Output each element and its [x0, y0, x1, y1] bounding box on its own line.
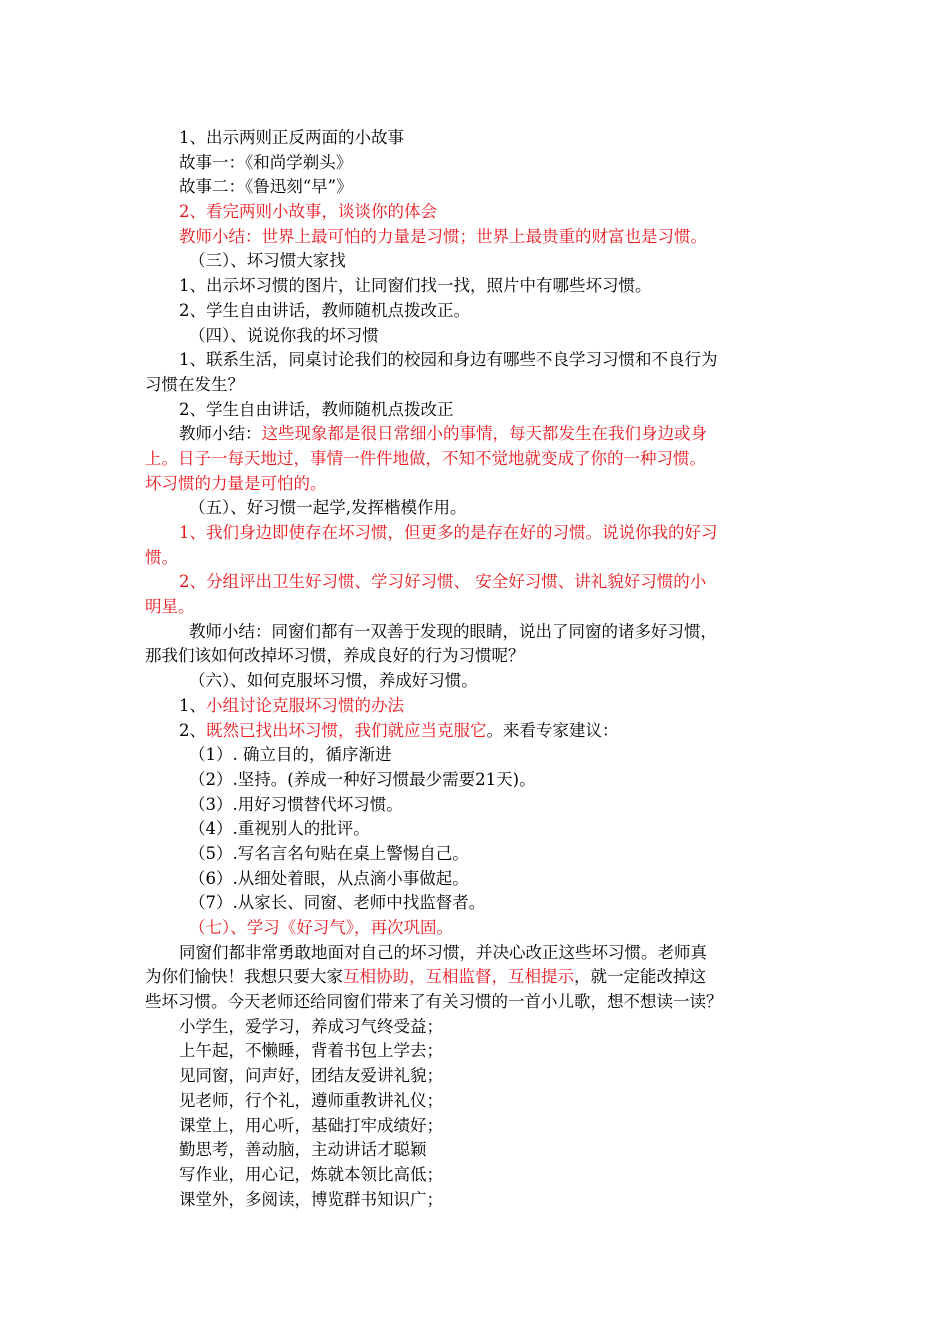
- text-run: 1、我们身边即使存在坏习惯，但更多的是存在好的习惯。说说你我的好习: [179, 523, 718, 542]
- paragraph-continuation: [145, 644, 807, 669]
- text-run: 1、联系生活，同桌讨论我们的校园和身边有哪些不良学习习惯和不良行为: [179, 350, 718, 370]
- paragraph-continuation: [145, 990, 807, 1015]
- paragraph: [145, 348, 807, 373]
- text-run: 为你们愉快！我想只要大家: [145, 967, 343, 987]
- text-run: 惯。: [145, 547, 178, 567]
- paragraph: [145, 694, 807, 719]
- expert-tip: [145, 768, 807, 793]
- poem-line: [145, 1138, 807, 1163]
- expert-tip: [145, 793, 807, 818]
- text-run: 同窗们都非常勇敢地面对自己的坏习惯，并决心改正这些坏习惯。老师真: [179, 942, 707, 962]
- highlighted-text: 既然已找出坏习惯，我们就应当克服它: [206, 720, 487, 740]
- text-run: 。来看专家建议：: [486, 720, 619, 740]
- text-run: 小学生，爱学习，养成习气终受益；: [179, 1016, 443, 1036]
- teacher-summary: [145, 225, 807, 250]
- text-run: 教师小结：同窗们都有一双善于发现的眼睛，说出了同窗的诸多好习惯，: [189, 621, 717, 641]
- section-heading: [145, 324, 807, 349]
- text-run: （2）.坚持。(养成一种好习惯最少需要21天)。: [189, 769, 536, 789]
- text-run: 教师小结：世界上最可怕的力量是习惯；世界上最贵重的财富也是习惯。: [179, 226, 707, 246]
- poem-line: [145, 1015, 807, 1040]
- text-run: 课堂外，多阅读，博览群书知识广；: [179, 1189, 443, 1209]
- text-run: 坏习惯的力量是可怕的。: [145, 473, 327, 493]
- paragraph: [145, 126, 807, 151]
- text-run: 上午起，不懒睡，背着书包上学去；: [179, 1041, 443, 1061]
- highlighted-text: 这些现象都是很日常细小的事情，每天都发生在我们身边或身: [261, 424, 707, 444]
- text-run: （1）. 确立目的，循序渐进: [189, 745, 392, 765]
- paragraph: [145, 941, 807, 966]
- expert-tip: [145, 842, 807, 867]
- text-run: 上。日子一每天地过，事情一件件地做，不知不觉地就变成了你的一种习惯。: [145, 448, 706, 468]
- text-run: 见老师，行个礼，遵师重教讲礼仪；: [179, 1090, 443, 1110]
- expert-tip: [145, 891, 807, 916]
- text-run: 课堂上，用心听，基础打牢成绩好；: [179, 1115, 443, 1135]
- section-heading: [145, 496, 807, 521]
- paragraph-continuation: [145, 595, 807, 620]
- text-run: 2、学生自由讲话，教师随机点拨改正: [179, 399, 454, 419]
- paragraph: [145, 521, 807, 546]
- expert-tip: [145, 867, 807, 892]
- text-run: 明星。: [145, 597, 195, 617]
- expert-tip: [145, 817, 807, 842]
- text-run: 教师小结：: [179, 424, 262, 444]
- poem-line: [145, 1064, 807, 1089]
- text-run: 1、出示两则正反两面的小故事: [179, 128, 404, 147]
- section-heading: [145, 249, 807, 274]
- text-run: 写作业，用心记，炼就本领比高低；: [179, 1164, 443, 1184]
- text-run: 1、出示坏习惯的图片，让同窗们找一找，照片中有哪些坏习惯。: [179, 276, 652, 296]
- text-run: 2、看完两则小故事，谈谈你的体会: [179, 202, 437, 222]
- text-run: 2、学生自由讲话，教师随机点拨改正。: [179, 300, 470, 320]
- poem-line: [145, 1039, 807, 1064]
- paragraph: [145, 299, 807, 324]
- text-run: （三）、坏习惯大家找: [189, 251, 346, 271]
- text-run: 故事一：《和尚学剃头》: [179, 152, 353, 172]
- paragraph: [145, 719, 807, 744]
- text-run: （四）、说说你我的坏习惯: [189, 325, 379, 345]
- paragraph: [145, 570, 807, 595]
- teacher-summary: [145, 422, 807, 447]
- paragraph: [145, 151, 807, 176]
- poem-line: [145, 1163, 807, 1188]
- paragraph-continuation: [145, 472, 807, 497]
- text-run: （7）.从家长、同窗、老师中找监督者。: [189, 893, 486, 913]
- text-run: （六）、如何克服坏习惯，养成好习惯。: [189, 671, 478, 691]
- text-run: 2、: [179, 720, 206, 740]
- text-run: 2、分组评出卫生好习惯、学习好习惯、 安全好习惯、讲礼貌好习惯的小: [179, 572, 707, 592]
- text-run: 故事二：《鲁迅刻“早”》: [179, 177, 353, 197]
- poem-line: [145, 1114, 807, 1139]
- text-run: （七）、学习《好习气》，再次巩固。: [189, 918, 453, 937]
- expert-tip: [145, 743, 807, 768]
- paragraph: [145, 175, 807, 200]
- text-run: 见同窗，问声好，团结友爱讲礼貌；: [179, 1066, 443, 1086]
- text-run: （五）、好习惯一起学,发挥楷模作用。: [189, 498, 467, 518]
- paragraph: [145, 274, 807, 299]
- teacher-summary: [145, 620, 807, 645]
- text-run: （3）.用好习惯替代坏习惯。: [189, 794, 403, 814]
- highlighted-text: 小组讨论克服坏习惯的办法: [206, 695, 404, 715]
- text-run: 习惯在发生？: [145, 374, 244, 394]
- text-run: 那我们该如何改掉坏习惯，养成良好的行为习惯呢？: [145, 646, 525, 666]
- text-run: （5）.写名言名句贴在桌上警惕自己。: [189, 843, 469, 863]
- text-run: ，就一定能改掉这: [574, 967, 706, 987]
- text-run: （6）.从细处着眼，从点滴小事做起。: [189, 868, 469, 888]
- paragraph: [145, 398, 807, 423]
- poem-line: [145, 1089, 807, 1114]
- poem-line: [145, 1188, 807, 1213]
- text-run: 些坏习惯。今天老师还给同窗们带来了有关习惯的一首小儿歌，想不想读一读？: [145, 992, 723, 1012]
- section-heading: [145, 669, 807, 694]
- highlighted-text: 互相协助，互相监督，互相提示: [343, 967, 574, 987]
- text-run: （4）.重视别人的批评。: [189, 819, 370, 839]
- section-heading: [145, 916, 807, 941]
- document-body: [145, 126, 807, 1212]
- paragraph-continuation: [145, 447, 807, 472]
- text-run: 1、: [179, 695, 206, 715]
- paragraph-continuation: [145, 965, 807, 990]
- paragraph-continuation: [145, 373, 807, 398]
- paragraph: [145, 200, 807, 225]
- text-run: 勤思考，善动脑，主动讲话才聪颖: [179, 1140, 427, 1160]
- paragraph-continuation: [145, 546, 807, 571]
